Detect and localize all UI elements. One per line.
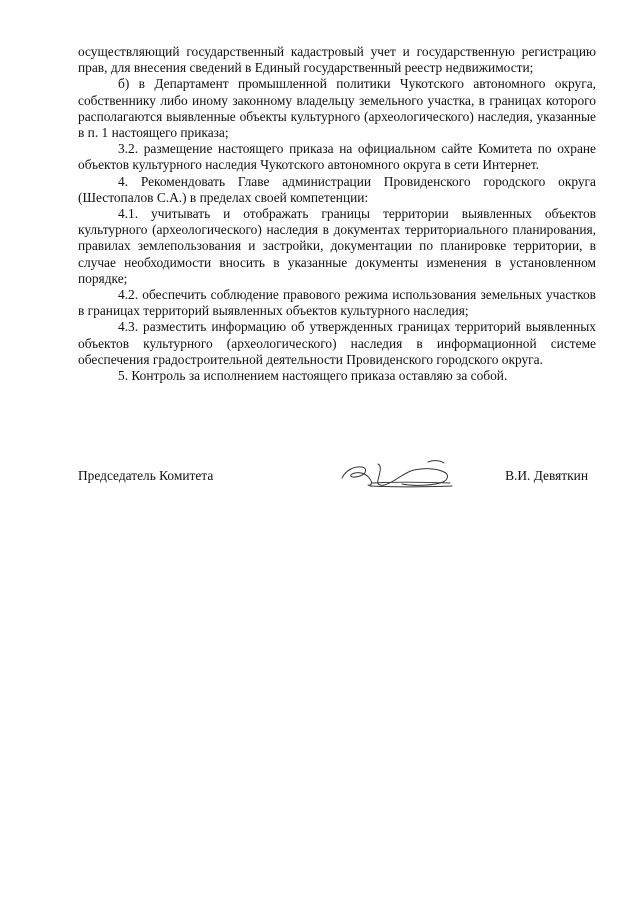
paragraph-item-4-1: 4.1. учитывать и отображать границы территории выявленных объектов культурного (археологического) наследия в документах территориального планирования, правилах землепользования и застройки, документации по планировке территории, в случае необходимости вносить в указанные документы изменения в установленном порядке;: [78, 206, 596, 286]
paragraph-continuation: осуществляющий государственный кадастровый учет и государственную регистрацию прав, для внесения сведений в Единый государственный реестр недвижимости;: [78, 44, 596, 76]
paragraph-item-4-2: 4.2. обеспечить соблюдение правового режима использования земельных участков в границах территорий выявленных объектов культурного наследия;: [78, 287, 596, 319]
paragraph-item-4-3: 4.3. разместить информацию об утвержденных границах территорий выявленных объектов культурного (археологического) наследия в информационной системе обеспечения градостроительной деятельности Провиденского городского округа.: [78, 319, 596, 367]
signature-block: [78, 466, 596, 506]
signatory-role: Председатель Комитета: [78, 468, 214, 483]
paragraph-item-4: 4. Рекомендовать Главе администрации Провиденского городского округа (Шестопалов С.А.) в пределах своей компетенции:: [78, 173, 596, 205]
document-body: [78, 44, 596, 384]
handwritten-signature-icon: [332, 452, 462, 494]
signatory-name: В.И. Девяткин: [505, 468, 588, 483]
paragraph-item-b: б) в Департамент промышленной политики Чукотского автономного округа, собственнику либо иному законному владельцу земельного участка, в границах которого располагаются выявленные объекты культурного (археологического) наследия, указанные в п. 1 настоящего приказа;: [78, 76, 596, 141]
paragraph-item-3-2: 3.2. размещение настоящего приказа на официальном сайте Комитета по охране объектов культурного наследия Чукотского автономного округа в сети Интернет.: [78, 141, 596, 173]
paragraph-item-5: 5. Контроль за исполнением настоящего приказа оставляю за собой.: [118, 368, 508, 384]
